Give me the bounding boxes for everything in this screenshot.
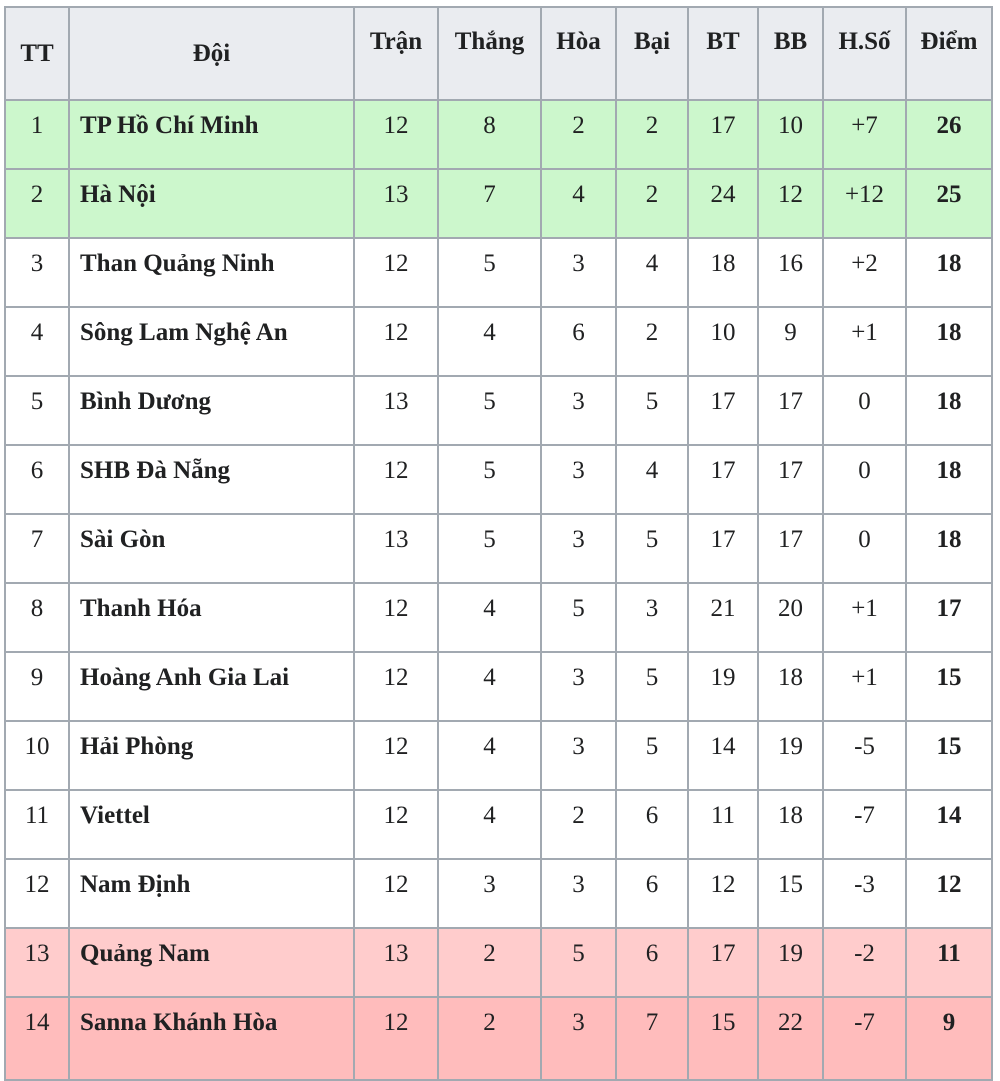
cell-goals-for: 14 [688, 721, 758, 790]
cell-rank: 12 [5, 859, 69, 928]
cell-goals-against: 17 [758, 514, 823, 583]
cell-goals-against: 15 [758, 859, 823, 928]
cell-goal-difference: 0 [823, 514, 906, 583]
cell-goal-difference: 0 [823, 376, 906, 445]
cell-rank: 8 [5, 583, 69, 652]
header-lost: Bại [616, 7, 688, 100]
cell-points: 14 [906, 790, 992, 859]
cell-goals-for: 12 [688, 859, 758, 928]
cell-won: 5 [438, 238, 541, 307]
header-goals-for: BT [688, 7, 758, 100]
table-row [5, 928, 992, 997]
cell-goal-difference: 0 [823, 445, 906, 514]
cell-rank: 2 [5, 169, 69, 238]
cell-lost: 5 [616, 514, 688, 583]
cell-points: 25 [906, 169, 992, 238]
cell-goals-against: 19 [758, 721, 823, 790]
table-row [5, 169, 992, 238]
cell-points: 18 [906, 307, 992, 376]
cell-played: 13 [354, 376, 438, 445]
cell-rank: 1 [5, 100, 69, 169]
cell-rank: 5 [5, 376, 69, 445]
cell-team: Hải Phòng [69, 721, 354, 790]
cell-goals-against: 18 [758, 652, 823, 721]
cell-rank: 6 [5, 445, 69, 514]
cell-played: 12 [354, 307, 438, 376]
cell-lost: 2 [616, 100, 688, 169]
cell-points: 26 [906, 100, 992, 169]
cell-lost: 5 [616, 652, 688, 721]
cell-played: 12 [354, 790, 438, 859]
cell-played: 13 [354, 928, 438, 997]
cell-points: 15 [906, 652, 992, 721]
cell-goals-for: 11 [688, 790, 758, 859]
cell-goals-against: 19 [758, 928, 823, 997]
cell-points: 18 [906, 514, 992, 583]
cell-won: 4 [438, 721, 541, 790]
cell-drawn: 3 [541, 652, 616, 721]
cell-rank: 3 [5, 238, 69, 307]
cell-team: Viettel [69, 790, 354, 859]
cell-goal-difference: +2 [823, 238, 906, 307]
cell-goal-difference: -7 [823, 997, 906, 1080]
cell-team: Than Quảng Ninh [69, 238, 354, 307]
cell-rank: 14 [5, 997, 69, 1080]
cell-goals-against: 16 [758, 238, 823, 307]
cell-points: 12 [906, 859, 992, 928]
cell-goal-difference: +1 [823, 583, 906, 652]
header-points: Điểm [906, 7, 992, 100]
cell-lost: 6 [616, 859, 688, 928]
cell-goals-against: 10 [758, 100, 823, 169]
cell-won: 8 [438, 100, 541, 169]
cell-played: 13 [354, 169, 438, 238]
cell-points: 11 [906, 928, 992, 997]
cell-goals-for: 24 [688, 169, 758, 238]
cell-points: 18 [906, 376, 992, 445]
cell-lost: 6 [616, 928, 688, 997]
table-row [5, 100, 992, 169]
cell-played: 12 [354, 238, 438, 307]
cell-won: 4 [438, 652, 541, 721]
table-row [5, 790, 992, 859]
cell-rank: 10 [5, 721, 69, 790]
cell-rank: 4 [5, 307, 69, 376]
cell-goals-for: 17 [688, 928, 758, 997]
cell-won: 2 [438, 928, 541, 997]
cell-lost: 2 [616, 307, 688, 376]
cell-won: 5 [438, 514, 541, 583]
cell-drawn: 2 [541, 790, 616, 859]
cell-won: 5 [438, 445, 541, 514]
cell-goals-for: 17 [688, 100, 758, 169]
cell-goals-for: 10 [688, 307, 758, 376]
table-row [5, 376, 992, 445]
table-row [5, 721, 992, 790]
standings-table [4, 6, 993, 1081]
cell-goals-against: 17 [758, 445, 823, 514]
cell-played: 12 [354, 859, 438, 928]
cell-drawn: 3 [541, 376, 616, 445]
cell-lost: 5 [616, 376, 688, 445]
cell-goals-against: 18 [758, 790, 823, 859]
header-goals-against: BB [758, 7, 823, 100]
cell-played: 12 [354, 583, 438, 652]
cell-points: 18 [906, 238, 992, 307]
table-row [5, 583, 992, 652]
cell-goal-difference: +12 [823, 169, 906, 238]
cell-goals-for: 15 [688, 997, 758, 1080]
cell-played: 12 [354, 721, 438, 790]
cell-played: 12 [354, 652, 438, 721]
table-row [5, 652, 992, 721]
cell-team: Thanh Hóa [69, 583, 354, 652]
cell-played: 12 [354, 445, 438, 514]
cell-goals-against: 22 [758, 997, 823, 1080]
cell-won: 4 [438, 790, 541, 859]
cell-won: 3 [438, 859, 541, 928]
cell-goals-for: 18 [688, 238, 758, 307]
cell-drawn: 3 [541, 721, 616, 790]
table-row [5, 238, 992, 307]
cell-team: Hà Nội [69, 169, 354, 238]
cell-rank: 7 [5, 514, 69, 583]
header-played: Trận [354, 7, 438, 100]
cell-points: 9 [906, 997, 992, 1080]
cell-goals-for: 17 [688, 376, 758, 445]
table-row [5, 859, 992, 928]
cell-played: 12 [354, 997, 438, 1080]
cell-goal-difference: -3 [823, 859, 906, 928]
cell-drawn: 6 [541, 307, 616, 376]
cell-rank: 11 [5, 790, 69, 859]
cell-team: SHB Đà Nẵng [69, 445, 354, 514]
cell-rank: 13 [5, 928, 69, 997]
cell-team: Quảng Nam [69, 928, 354, 997]
table-row [5, 307, 992, 376]
cell-goals-for: 21 [688, 583, 758, 652]
cell-goals-against: 9 [758, 307, 823, 376]
cell-drawn: 3 [541, 514, 616, 583]
cell-goal-difference: +7 [823, 100, 906, 169]
cell-lost: 4 [616, 238, 688, 307]
cell-won: 4 [438, 583, 541, 652]
cell-team: Sông Lam Nghệ An [69, 307, 354, 376]
cell-team: Sanna Khánh Hòa [69, 997, 354, 1080]
cell-goals-for: 17 [688, 445, 758, 514]
cell-drawn: 3 [541, 859, 616, 928]
cell-lost: 7 [616, 997, 688, 1080]
cell-goal-difference: +1 [823, 307, 906, 376]
cell-points: 15 [906, 721, 992, 790]
cell-team: Nam Định [69, 859, 354, 928]
table-row [5, 997, 992, 1080]
cell-drawn: 3 [541, 997, 616, 1080]
cell-rank: 9 [5, 652, 69, 721]
cell-goal-difference: +1 [823, 652, 906, 721]
cell-drawn: 5 [541, 583, 616, 652]
cell-drawn: 3 [541, 238, 616, 307]
cell-lost: 5 [616, 721, 688, 790]
cell-goal-difference: -7 [823, 790, 906, 859]
table-row [5, 445, 992, 514]
cell-won: 4 [438, 307, 541, 376]
header-rank: TT [5, 7, 69, 100]
cell-goals-for: 17 [688, 514, 758, 583]
cell-goal-difference: -2 [823, 928, 906, 997]
cell-points: 18 [906, 445, 992, 514]
cell-drawn: 5 [541, 928, 616, 997]
cell-played: 12 [354, 100, 438, 169]
cell-lost: 2 [616, 169, 688, 238]
cell-drawn: 4 [541, 169, 616, 238]
cell-goals-against: 20 [758, 583, 823, 652]
cell-team: Sài Gòn [69, 514, 354, 583]
cell-team: TP Hồ Chí Minh [69, 100, 354, 169]
cell-lost: 4 [616, 445, 688, 514]
cell-points: 17 [906, 583, 992, 652]
cell-won: 7 [438, 169, 541, 238]
cell-goal-difference: -5 [823, 721, 906, 790]
cell-goals-for: 19 [688, 652, 758, 721]
cell-drawn: 2 [541, 100, 616, 169]
header-team: Đội [69, 7, 354, 100]
header-drawn: Hòa [541, 7, 616, 100]
cell-lost: 3 [616, 583, 688, 652]
cell-team: Hoàng Anh Gia Lai [69, 652, 354, 721]
header-won: Thắng [438, 7, 541, 100]
cell-lost: 6 [616, 790, 688, 859]
header-row [5, 7, 992, 100]
cell-team: Bình Dương [69, 376, 354, 445]
header-goal-difference: H.Số [823, 7, 906, 100]
cell-drawn: 3 [541, 445, 616, 514]
table-row [5, 514, 992, 583]
cell-won: 5 [438, 376, 541, 445]
cell-won: 2 [438, 997, 541, 1080]
cell-goals-against: 17 [758, 376, 823, 445]
cell-played: 13 [354, 514, 438, 583]
cell-goals-against: 12 [758, 169, 823, 238]
